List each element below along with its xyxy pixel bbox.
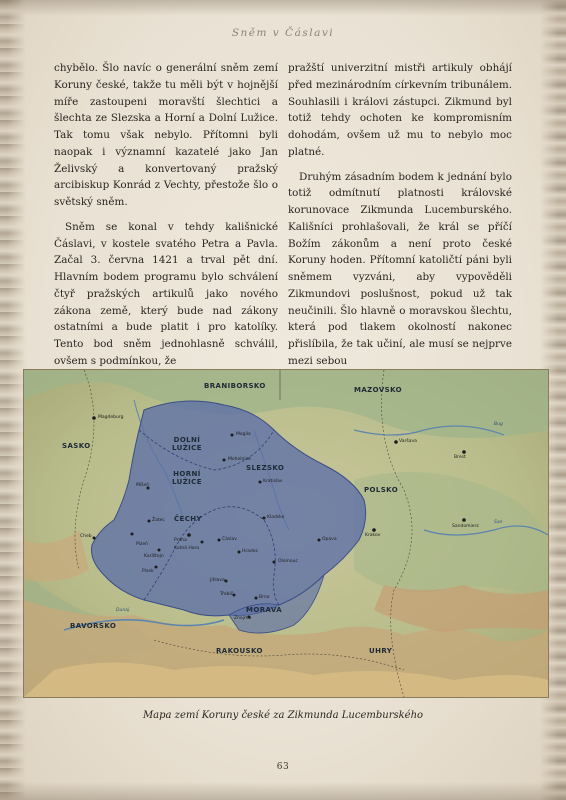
region-label-uhry: UHRY xyxy=(369,647,393,655)
region-label-cechy: ČECHY xyxy=(174,515,202,523)
city-jihlava: Jihlava xyxy=(210,578,225,583)
left-column xyxy=(54,60,278,370)
city-karlstejn: Karlštejn xyxy=(144,554,164,559)
city-caslav: Čáslav xyxy=(222,537,237,542)
city-kladsko: Kladsko xyxy=(267,515,285,520)
map-caption: Mapa zemí Koruny české za Zikmunda Lucemburského xyxy=(142,710,424,721)
region-label-braniborsko: BRANIBORSKO xyxy=(204,382,266,390)
right-paragraph-2: Druhým zásadním bodem k jednání bylo totiž odmítnutí platnosti královské korunovace Zikmunda Lucemburského. Kališníci prohlašovali, že král se příčí Božím zákonům a není proto české Koruny hoden. Přítomní katoličtí páni byli sněmem vyzváni, aby vypověděli Zikmundovi poslušnost, pokud už tak neučinili. Šlo hlavně o moravskou šlechtu, která pod tlakem okolností nakonec přislíbila, že tak učiní, ale musí se nejprve mezi sebou xyxy=(288,170,512,367)
region-label-dolni-luzice: DOLNÍ LUŽICE xyxy=(172,436,202,452)
city-kratislav: Kratislav xyxy=(263,479,283,484)
city-plzen: Plzeň xyxy=(136,542,148,547)
city-misen: Míšeň xyxy=(136,483,150,488)
page-shadow-bottom xyxy=(0,782,566,800)
city-varsava: Varšava xyxy=(399,439,417,444)
right-paragraph-1: pražští univerzitní mistři artikuly obhájí před mezinárodním církevním tribunálem. Souhlasili i královi zástupci. Zikmund byl totiž tehdy ochoten ke kompromisním dohodám, ovšem už mu to nebylo moc platné. xyxy=(288,62,512,158)
river-dunaj: Dunaj xyxy=(116,608,130,613)
city-znojmo: Znojmo xyxy=(234,616,252,621)
city-krakov: Krakov xyxy=(365,533,381,538)
city-kutna-hora: Kutná Hora xyxy=(174,546,200,551)
page-number: 63 xyxy=(276,762,290,772)
city-brno: Brno xyxy=(259,595,270,600)
region-label-bavorsko: BAVORSKO xyxy=(70,622,117,630)
city-mohelnice: Mohelnice xyxy=(228,457,251,462)
region-label-horni-luzice: HORNÍ LUŽICE xyxy=(172,470,202,486)
region-label-morava: MORAVA xyxy=(246,606,283,614)
running-header: Sněm v Čáslavi xyxy=(231,27,335,39)
left-paragraph-1: chybělo. Šlo navíc o generální sněm zemí Koruny české, takže tu měli být v hojnější míře zastoupeni moravští šlechtici a šlechta ze Slezska a Horní a Dolní Lužice. Tak tomu však nebylo. Přítomni byli naopak i významní kazatelé jako Jan Želivský a konvertovaný pražský arcibiskup Konrád z Vechty, přestože šlo o světský sněm. xyxy=(54,62,278,208)
region-label-mazovsko: MAZOVSKO xyxy=(354,386,402,394)
city-sandomierz: Sandomierz xyxy=(452,524,479,529)
city-mogila: Mogila xyxy=(236,432,251,437)
city-praha: Praha xyxy=(174,538,187,543)
region-label-slezsko: SLEZSKO xyxy=(246,464,285,472)
city-opava: Opava xyxy=(322,537,337,542)
city-cheb: Cheb xyxy=(80,534,92,539)
historical-map xyxy=(23,369,549,698)
city-brest: Brest xyxy=(454,455,466,460)
river-san: San xyxy=(494,520,503,525)
city-trebic: Třebíč xyxy=(220,592,234,597)
region-label-sasko: SASKO xyxy=(62,442,91,450)
city-hradec: Hradec xyxy=(242,549,259,554)
city-magdeburg: Magdeburg xyxy=(98,415,124,420)
city-zatec: Žatec xyxy=(152,518,165,523)
region-label-rakousko: RAKOUSKO xyxy=(216,647,263,655)
river-bug: Bug xyxy=(494,422,503,427)
right-column xyxy=(288,60,512,370)
left-paragraph-2: Sněm se konal v tehdy kališnické Čáslavi, v kostele svatého Petra a Pavla. Začal 3. června 1421 a trval pět dní. Hlavním bodem programu bylo schválení čtyř pražských artikulů jako nového zákona země, který bude nad zákony ostatními a bude platit i pro katolíky. Tento bod sněm jednohlasně schválil, ovšem s podmínkou, že xyxy=(54,220,278,367)
page-shadow-top xyxy=(0,0,566,16)
city-olomouc: Olomouc xyxy=(278,559,299,564)
city-pisek: Písek xyxy=(142,569,154,574)
region-label-polsko: POLSKO xyxy=(364,486,399,494)
